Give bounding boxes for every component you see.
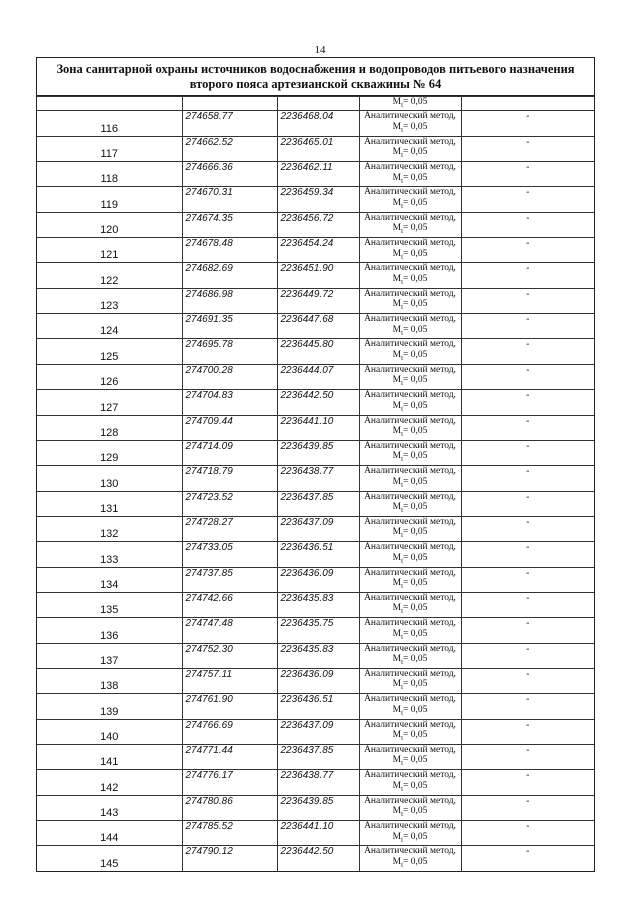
method-cell: Аналитический метод, $M_t= 0,05$ bbox=[359, 592, 461, 617]
method-label: Аналитический метод, bbox=[364, 592, 456, 603]
y-coordinate-cell: 2236451.90 bbox=[277, 263, 359, 288]
x-coordinate-cell: 274678.48 bbox=[182, 238, 277, 263]
mt-value: = 0,05 bbox=[403, 603, 428, 614]
value-cell: - bbox=[461, 238, 594, 263]
x-coordinate-cell: 274761.90 bbox=[182, 694, 277, 719]
method-label: Аналитический метод, bbox=[364, 238, 456, 249]
y-coordinate-cell: 2236439.85 bbox=[277, 440, 359, 465]
x-coordinate-cell: 274674.35 bbox=[182, 212, 277, 237]
method-cell: Аналитический метод, $M_t= 0,05$ bbox=[359, 238, 461, 263]
y-coordinate-cell: 2236445.80 bbox=[277, 339, 359, 364]
x-coordinate-cell: 274742.66 bbox=[182, 592, 277, 617]
value-cell: - bbox=[461, 263, 594, 288]
point-number-cell: 128 bbox=[37, 415, 182, 440]
point-number-cell: 136 bbox=[37, 618, 182, 643]
table-row bbox=[37, 111, 594, 136]
x-coordinate-cell: 274752.30 bbox=[182, 643, 277, 668]
point-number-cell: 130 bbox=[37, 466, 182, 491]
method-cell: Аналитический метод, $M_t= 0,05$ bbox=[359, 618, 461, 643]
table-row bbox=[37, 263, 594, 288]
method-cell: Аналитический метод, $M_t= 0,05$ bbox=[359, 821, 461, 846]
table-row bbox=[37, 364, 594, 389]
continuation-row bbox=[37, 97, 594, 111]
x-coordinate-cell: 274691.35 bbox=[182, 314, 277, 339]
point-number-cell: 141 bbox=[37, 744, 182, 769]
value-cell: - bbox=[461, 719, 594, 744]
method-cell: Аналитический метод, $M_t= 0,05$ bbox=[359, 466, 461, 491]
value-cell: - bbox=[461, 466, 594, 491]
point-number-cell: 129 bbox=[37, 440, 182, 465]
table-row bbox=[37, 187, 594, 212]
y-coordinate-cell: 2236459.34 bbox=[277, 187, 359, 212]
mt-value: = 0,05 bbox=[403, 121, 428, 132]
method-label: Аналитический метод, bbox=[364, 668, 456, 679]
point-number-cell: 132 bbox=[37, 516, 182, 541]
value-cell: - bbox=[461, 770, 594, 795]
point-number-cell: 143 bbox=[37, 795, 182, 820]
mt-value: = 0,05 bbox=[403, 679, 428, 690]
point-number-cell: 133 bbox=[37, 542, 182, 567]
table-row bbox=[37, 440, 594, 465]
method-label: Аналитический метод, bbox=[364, 744, 456, 755]
method-cell: Аналитический метод, $M_t= 0,05$ bbox=[359, 542, 461, 567]
point-number-cell: 118 bbox=[37, 162, 182, 187]
method-cell: Аналитический метод, $M_t= 0,05$ bbox=[359, 314, 461, 339]
method-label: Аналитический метод, bbox=[364, 821, 456, 832]
point-number-cell: 117 bbox=[37, 136, 182, 161]
y-coordinate-cell: 2236441.10 bbox=[277, 415, 359, 440]
method-cell: Аналитический метод, $M_t= 0,05$ bbox=[359, 415, 461, 440]
value-cell: - bbox=[461, 111, 594, 136]
method-label: Аналитический метод, bbox=[364, 440, 456, 451]
x-coordinate-cell: 274686.98 bbox=[182, 288, 277, 313]
value-cell: - bbox=[461, 187, 594, 212]
y-coordinate-cell: 2236468.04 bbox=[277, 111, 359, 136]
table-row bbox=[37, 846, 594, 871]
mt-value: = 0,05 bbox=[403, 349, 428, 360]
table-row bbox=[37, 238, 594, 263]
y-coordinate-cell: 2236444.07 bbox=[277, 364, 359, 389]
method-cell: Аналитический метод, $M_t= 0,05$ bbox=[359, 744, 461, 769]
table-row bbox=[37, 618, 594, 643]
value-cell: - bbox=[461, 618, 594, 643]
point-number-cell: 145 bbox=[37, 846, 182, 871]
method-label: Аналитический метод, bbox=[364, 719, 456, 730]
point-number-cell: 138 bbox=[37, 668, 182, 693]
value-cell: - bbox=[461, 567, 594, 592]
method-label: Аналитический метод, bbox=[364, 491, 456, 502]
x-coordinate-cell: 274723.52 bbox=[182, 491, 277, 516]
method-cell: Аналитический метод, $M_t= 0,05$ bbox=[359, 136, 461, 161]
table-row bbox=[37, 795, 594, 820]
x-coordinate-cell: 274700.28 bbox=[182, 364, 277, 389]
x-coordinate-cell: 274714.09 bbox=[182, 440, 277, 465]
x-coordinate-cell: 274682.69 bbox=[182, 263, 277, 288]
mt-value: = 0,05 bbox=[403, 780, 428, 791]
mt-value: = 0,05 bbox=[403, 476, 428, 487]
value-cell: - bbox=[461, 136, 594, 161]
mt-value: = 0,05 bbox=[403, 426, 428, 437]
y-coordinate-cell: 2236435.83 bbox=[277, 643, 359, 668]
x-coordinate-cell: 274785.52 bbox=[182, 821, 277, 846]
y-coordinate-cell: 2236465.01 bbox=[277, 136, 359, 161]
value-cell: - bbox=[461, 364, 594, 389]
y-coordinate-cell: 2236436.51 bbox=[277, 542, 359, 567]
mt-value: = 0,05 bbox=[403, 654, 428, 665]
method-label: Аналитический метод, bbox=[364, 770, 456, 781]
x-coordinate-cell: 274776.17 bbox=[182, 770, 277, 795]
x-coordinate-cell: 274662.52 bbox=[182, 136, 277, 161]
method-label: Аналитический метод, bbox=[364, 618, 456, 629]
mt-value: = 0,05 bbox=[403, 197, 428, 208]
method-label: Аналитический метод, bbox=[364, 263, 456, 274]
table-row bbox=[37, 314, 594, 339]
table-row bbox=[37, 339, 594, 364]
mt-value: = 0,05 bbox=[403, 552, 428, 563]
value-cell: - bbox=[461, 795, 594, 820]
method-cell: Аналитический метод, $M_t= 0,05$ bbox=[359, 390, 461, 415]
table-row bbox=[37, 694, 594, 719]
mt-value: = 0,05 bbox=[403, 831, 428, 842]
point-number-cell: 127 bbox=[37, 390, 182, 415]
mt-value: = 0,05 bbox=[403, 578, 428, 589]
value-cell: - bbox=[461, 516, 594, 541]
method-cell: Аналитический метод, $M_t= 0,05$ bbox=[359, 795, 461, 820]
mt-value: = 0,05 bbox=[403, 628, 428, 639]
mt-value: = 0,05 bbox=[403, 147, 428, 158]
y-coordinate-cell: 2236436.51 bbox=[277, 694, 359, 719]
method-cell: Аналитический метод, $M_t= 0,05$ bbox=[359, 212, 461, 237]
point-number-cell: 144 bbox=[37, 821, 182, 846]
value-cell: - bbox=[461, 339, 594, 364]
point-number-cell: 137 bbox=[37, 643, 182, 668]
value-cell: - bbox=[461, 668, 594, 693]
point-number-cell: 135 bbox=[37, 592, 182, 617]
value-cell: - bbox=[461, 212, 594, 237]
point-number-cell: 123 bbox=[37, 288, 182, 313]
method-cell: Аналитический метод, $M_t= 0,05$ bbox=[359, 846, 461, 871]
mt-value: = 0,05 bbox=[403, 324, 428, 335]
x-coordinate-cell: 274670.31 bbox=[182, 187, 277, 212]
point-number-cell: 119 bbox=[37, 187, 182, 212]
table-row bbox=[37, 542, 594, 567]
point-number-cell: 124 bbox=[37, 314, 182, 339]
mt-value: = 0,05 bbox=[403, 223, 428, 234]
method-label: Аналитический метод, bbox=[364, 339, 456, 350]
mt-value: = 0,05 bbox=[403, 856, 428, 867]
method-cell: Аналитический метод, $M_t= 0,05$ bbox=[359, 567, 461, 592]
mt-value: = 0,05 bbox=[403, 704, 428, 715]
y-coordinate-cell: 2236447.68 bbox=[277, 314, 359, 339]
mt-value: = 0,05 bbox=[403, 248, 428, 259]
table-row bbox=[37, 770, 594, 795]
mt-value: = 0,05 bbox=[403, 806, 428, 817]
table-row bbox=[37, 491, 594, 516]
page-number: 14 bbox=[314, 44, 326, 56]
value-cell: - bbox=[461, 694, 594, 719]
x-coordinate-cell: 274757.11 bbox=[182, 668, 277, 693]
continuation-value-cell bbox=[461, 97, 594, 111]
x-coordinate-cell: 274790.12 bbox=[182, 846, 277, 871]
table-row bbox=[37, 415, 594, 440]
y-coordinate-cell: 2236442.50 bbox=[277, 846, 359, 871]
method-cell: Аналитический метод, $M_t= 0,05$ bbox=[359, 162, 461, 187]
x-coordinate-cell: 274709.44 bbox=[182, 415, 277, 440]
x-coordinate-cell: 274704.83 bbox=[182, 390, 277, 415]
method-label: Аналитический метод, bbox=[364, 643, 456, 654]
mt-value: = 0,05 bbox=[403, 451, 428, 462]
point-number-cell: 122 bbox=[37, 263, 182, 288]
method-label: Аналитический метод, bbox=[364, 846, 456, 857]
method-label: Аналитический метод, bbox=[364, 415, 456, 426]
method-label: Аналитический метод, bbox=[364, 162, 456, 173]
method-cell: Аналитический метод, $M_t= 0,05$ bbox=[359, 491, 461, 516]
value-cell: - bbox=[461, 491, 594, 516]
y-coordinate-cell: 2236435.83 bbox=[277, 592, 359, 617]
method-cell: Аналитический метод, $M_t= 0,05$ bbox=[359, 263, 461, 288]
method-label: Аналитический метод, bbox=[364, 288, 456, 299]
method-label: Аналитический метод, bbox=[364, 314, 456, 325]
point-number-cell: 139 bbox=[37, 694, 182, 719]
table-title: Зона санитарной охраны источников водоснабжения и водопроводов питьевого назначения второго пояса артезианской скважины № 64 bbox=[37, 58, 594, 96]
method-cell: Аналитический метод, $M_t= 0,05$ bbox=[359, 364, 461, 389]
y-coordinate-cell: 2236438.77 bbox=[277, 466, 359, 491]
y-coordinate-cell: 2236437.85 bbox=[277, 744, 359, 769]
x-coordinate-cell: 274718.79 bbox=[182, 466, 277, 491]
x-coordinate-cell: 274747.48 bbox=[182, 618, 277, 643]
table-row bbox=[37, 719, 594, 744]
table-row bbox=[37, 668, 594, 693]
coordinates-table-frame bbox=[36, 57, 595, 872]
table-row bbox=[37, 567, 594, 592]
table-row bbox=[37, 390, 594, 415]
method-cell: Аналитический метод, $M_t= 0,05$ bbox=[359, 111, 461, 136]
x-coordinate-cell: 274695.78 bbox=[182, 339, 277, 364]
continuation-y-cell bbox=[277, 97, 359, 111]
value-cell: - bbox=[461, 440, 594, 465]
method-cell: Аналитический метод, $M_t= 0,05$ bbox=[359, 643, 461, 668]
y-coordinate-cell: 2236436.09 bbox=[277, 567, 359, 592]
mt-value: = 0,05 bbox=[403, 755, 428, 766]
method-label: Аналитический метод, bbox=[364, 212, 456, 223]
x-coordinate-cell: 274766.69 bbox=[182, 719, 277, 744]
continuation-num-cell bbox=[37, 97, 182, 111]
point-number-cell: 126 bbox=[37, 364, 182, 389]
y-coordinate-cell: 2236449.72 bbox=[277, 288, 359, 313]
y-coordinate-cell: 2236441.10 bbox=[277, 821, 359, 846]
method-label: Аналитический метод, bbox=[364, 364, 456, 375]
table-row bbox=[37, 136, 594, 161]
method-cell: Аналитический метод, $M_t= 0,05$ bbox=[359, 288, 461, 313]
method-label: Аналитический метод, bbox=[364, 111, 456, 122]
method-label: Аналитический метод, bbox=[364, 516, 456, 527]
table-row bbox=[37, 212, 594, 237]
value-cell: - bbox=[461, 415, 594, 440]
value-cell: - bbox=[461, 542, 594, 567]
method-cell: Аналитический метод, $M_t= 0,05$ bbox=[359, 719, 461, 744]
method-cell: Аналитический метод, $M_t= 0,05$ bbox=[359, 339, 461, 364]
y-coordinate-cell: 2236456.72 bbox=[277, 212, 359, 237]
y-coordinate-cell: 2236437.09 bbox=[277, 719, 359, 744]
value-cell: - bbox=[461, 162, 594, 187]
method-cell: Аналитический метод, $M_t= 0,05$ bbox=[359, 440, 461, 465]
method-label: Аналитический метод, bbox=[364, 187, 456, 198]
method-label: Аналитический метод, bbox=[364, 694, 456, 705]
mt-value: = 0,05 bbox=[403, 273, 428, 284]
y-coordinate-cell: 2236462.11 bbox=[277, 162, 359, 187]
mt-value: = 0,05 bbox=[403, 527, 428, 538]
y-coordinate-cell: 2236437.09 bbox=[277, 516, 359, 541]
continuation-method-cell: $M_t= 0,05$ bbox=[359, 97, 461, 111]
value-cell: - bbox=[461, 288, 594, 313]
table-row bbox=[37, 466, 594, 491]
mt-value: = 0,05 bbox=[403, 730, 428, 741]
x-coordinate-cell: 274666.36 bbox=[182, 162, 277, 187]
x-coordinate-cell: 274771.44 bbox=[182, 744, 277, 769]
mt-value: = 0,05 bbox=[403, 299, 428, 310]
method-cell: Аналитический метод, $M_t= 0,05$ bbox=[359, 694, 461, 719]
table-row bbox=[37, 288, 594, 313]
value-cell: - bbox=[461, 592, 594, 617]
continuation-x-cell bbox=[182, 97, 277, 111]
y-coordinate-cell: 2236438.77 bbox=[277, 770, 359, 795]
table-row bbox=[37, 643, 594, 668]
method-cell: Аналитический метод, $M_t= 0,05$ bbox=[359, 668, 461, 693]
method-cell: Аналитический метод, $M_t= 0,05$ bbox=[359, 187, 461, 212]
y-coordinate-cell: 2236437.85 bbox=[277, 491, 359, 516]
coordinates-table bbox=[37, 96, 594, 871]
value-cell: - bbox=[461, 643, 594, 668]
method-cell: Аналитический метод, $M_t= 0,05$ bbox=[359, 770, 461, 795]
point-number-cell: 134 bbox=[37, 567, 182, 592]
value-cell: - bbox=[461, 314, 594, 339]
value-cell: - bbox=[461, 744, 594, 769]
x-coordinate-cell: 274658.77 bbox=[182, 111, 277, 136]
y-coordinate-cell: 2236436.09 bbox=[277, 668, 359, 693]
table-row bbox=[37, 592, 594, 617]
method-label: Аналитический метод, bbox=[364, 542, 456, 553]
y-coordinate-cell: 2236454.24 bbox=[277, 238, 359, 263]
method-label: Аналитический метод, bbox=[364, 795, 456, 806]
value-cell: - bbox=[461, 390, 594, 415]
point-number-cell: 142 bbox=[37, 770, 182, 795]
y-coordinate-cell: 2236435.75 bbox=[277, 618, 359, 643]
table-row bbox=[37, 162, 594, 187]
method-cell: Аналитический метод, $M_t= 0,05$ bbox=[359, 516, 461, 541]
point-number-cell: 116 bbox=[37, 111, 182, 136]
mt-value: = 0,05 bbox=[403, 502, 428, 513]
mt-value: = 0,05 bbox=[403, 375, 428, 386]
method-label: Аналитический метод, bbox=[364, 567, 456, 578]
point-number-cell: 121 bbox=[37, 238, 182, 263]
table-row bbox=[37, 821, 594, 846]
point-number-cell: 125 bbox=[37, 339, 182, 364]
x-coordinate-cell: 274733.05 bbox=[182, 542, 277, 567]
x-coordinate-cell: 274780.86 bbox=[182, 795, 277, 820]
table-row bbox=[37, 744, 594, 769]
mt-value: = 0,05 bbox=[403, 400, 428, 411]
point-number-cell: 140 bbox=[37, 719, 182, 744]
y-coordinate-cell: 2236442.50 bbox=[277, 390, 359, 415]
value-cell: - bbox=[461, 821, 594, 846]
point-number-cell: 131 bbox=[37, 491, 182, 516]
x-coordinate-cell: 274728.27 bbox=[182, 516, 277, 541]
x-coordinate-cell: 274737.85 bbox=[182, 567, 277, 592]
value-cell: - bbox=[461, 846, 594, 871]
method-label: Аналитический метод, bbox=[364, 390, 456, 401]
point-number-cell: 120 bbox=[37, 212, 182, 237]
method-label: Аналитический метод, bbox=[364, 136, 456, 147]
y-coordinate-cell: 2236439.85 bbox=[277, 795, 359, 820]
table-row bbox=[37, 516, 594, 541]
method-label: Аналитический метод, bbox=[364, 466, 456, 477]
mt-value: = 0,05 bbox=[403, 172, 428, 183]
